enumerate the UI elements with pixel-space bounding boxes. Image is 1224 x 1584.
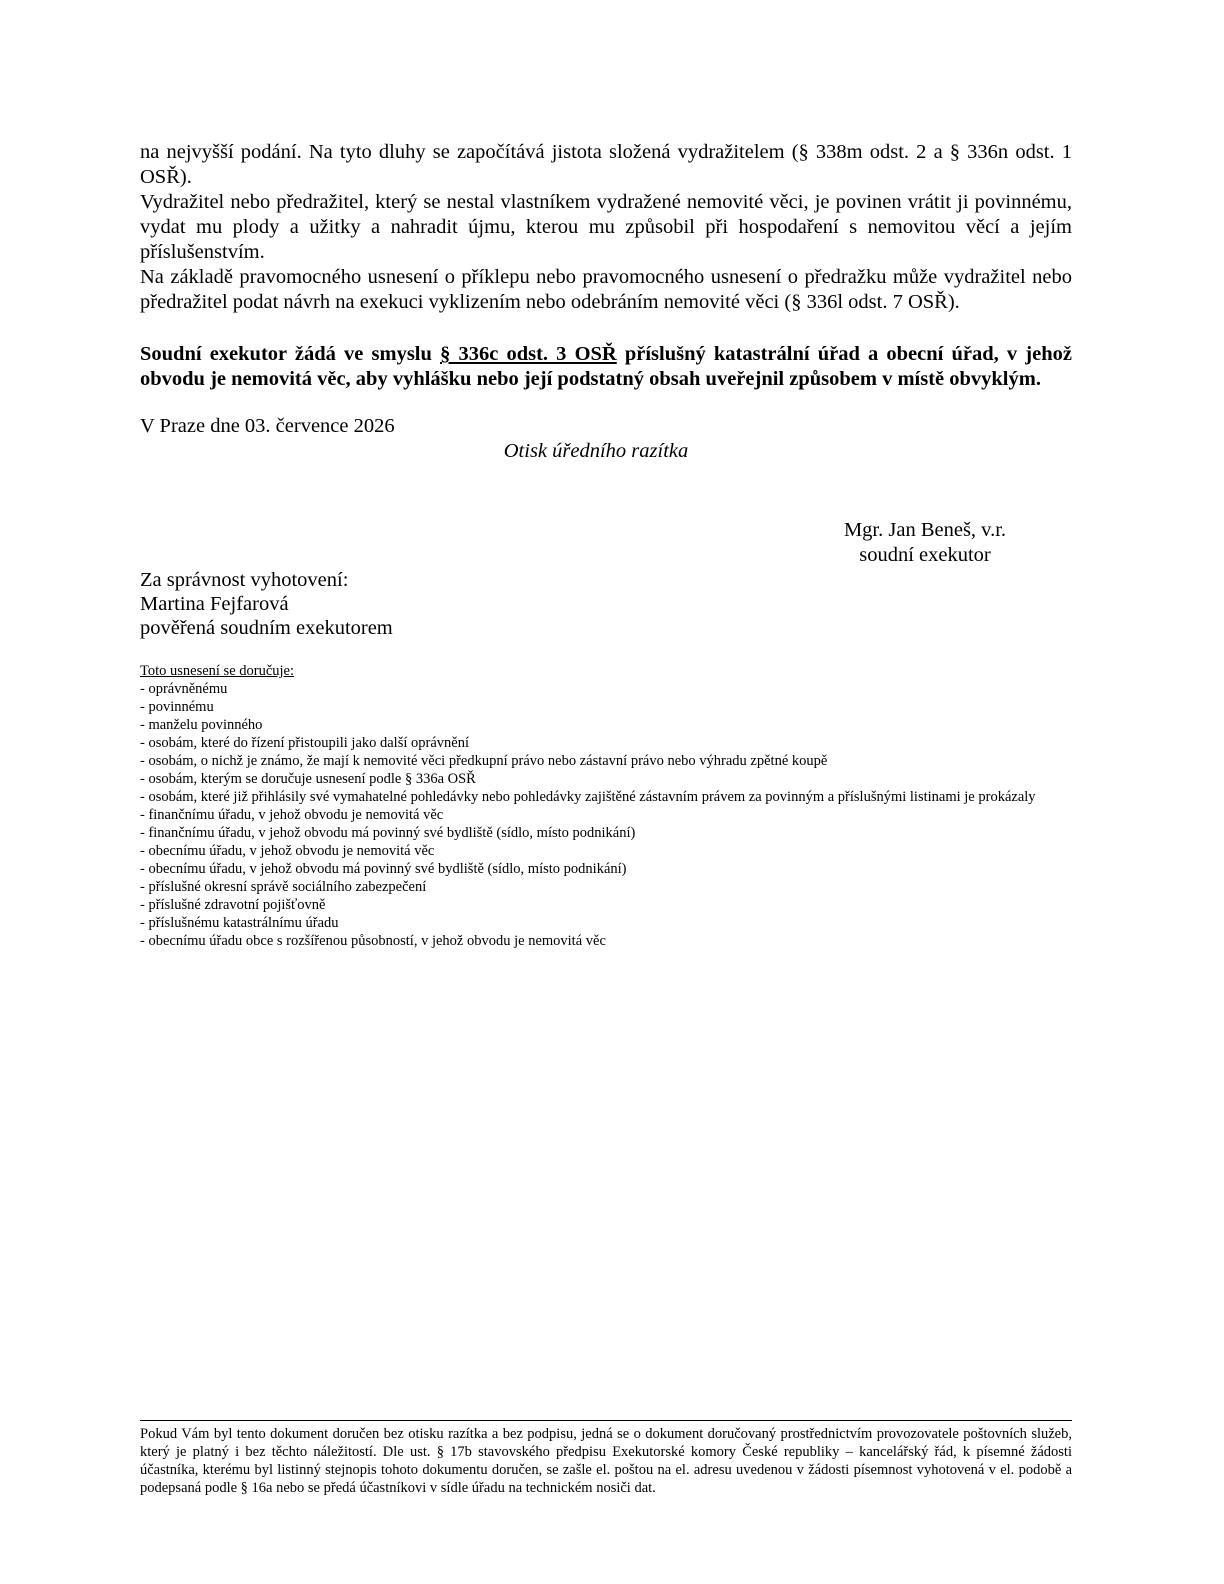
delivery-item: - osobám, kterým se doručuje usnesení podle § 336a OSŘ: [140, 771, 476, 787]
delivery-item: - povinnému: [140, 699, 214, 715]
verification-block: [140, 568, 393, 640]
stamp-label: Otisk úředního razítka: [503, 440, 689, 462]
delivery-item: - osobám, které do řízení přistoupili jako další oprávnění: [140, 735, 469, 751]
delivery-item: - oprávněnému: [140, 681, 228, 697]
footer-note: Pokud Vám byl tento dokument doručen bez otisku razítka a bez podpisu, jedná se o dokument doručovaný prostřednictvím provozovatele poštovních služeb, který je platný i bez těchto náležitostí. Dle ust. § 17b stavovského předpisu Exekutorské komory České republiky – kancelářský řád, k písemné žádosti účastníka, kterému byl listinný stejnopis tohoto dokumentu doručen, se zašle el. poštou na el. adresu uvedenou v žádosti písemnost vyhotovená v el. podobě a podepsaná podle § 16a nebo se předá účastníkovi v sídle úřadu na technickém nosiči dat.: [140, 1420, 1072, 1497]
delivery-heading: Toto usnesení se doručuje:: [140, 663, 295, 679]
body-paragraph-2: Vydražitel nebo předražitel, který se nestal vlastníkem vydražené nemovité věci, je povinen vrátit ji povinnému, vydat mu plody a užitky a nahradit újmu, kterou mu způsobil při hospodaření s nemovitou věcí a jejím příslušenstvím.: [140, 191, 1072, 263]
delivery-item: - příslušné okresní správě sociálního zabezpečení: [140, 879, 427, 895]
verification-role: pověřená soudním exekutorem: [140, 617, 393, 639]
signature-name: Mgr. Jan Beneš, v.r.: [843, 519, 1007, 541]
delivery-item: - osobám, o nichž je známo, že mají k nemovité věci předkupní právo nebo zástavní právo nebo výhradu zpětné koupě: [140, 753, 828, 769]
delivery-item: - obecnímu úřadu, v jehož obvodu je nemovitá věc: [140, 843, 435, 859]
signature-role: soudní exekutor: [859, 544, 991, 566]
date-line: V Praze dne 03. července 2026: [140, 415, 395, 437]
document-page: [140, 140, 1072, 949]
delivery-list: [140, 662, 1072, 950]
delivery-item: - manželu povinného: [140, 717, 263, 733]
delivery-item: - osobám, které již přihlásily své vymahatelné pohledávky nebo pohledávky zajištěné zástavním právem za povinným a příslušnými listinami je prokázaly: [140, 789, 1036, 805]
legal-reference: § 336c odst. 3 OSŘ: [440, 343, 617, 365]
body-paragraph-1: na nejvyšší podání. Na tyto dluhy se započítává jistota složená vydražitelem (§ 338m odst. 2 a § 336n odst. 1 OSŘ).: [140, 141, 1072, 188]
delivery-item: - obecnímu úřadu obce s rozšířenou působností, v jehož obvodu je nemovitá věc: [140, 933, 606, 949]
request-text-end: příslušný katastrální úřad a obecní úřad, v jehož obvodu je nemovitá věc, aby vyhlášku nebo její podstatný obsah uveřejnil způsobem v místě obvyklým.: [140, 343, 1072, 390]
body-paragraph-3: Na základě pravomocného usnesení o příklepu nebo pravomocného usnesení o předražku může vydražitel nebo předražitel podat návrh na exekuci vyklizením nebo odebráním nemovité věci (§ 336l odst. 7 OSŘ).: [140, 266, 1072, 313]
cadastral-request-paragraph: [140, 342, 1072, 392]
delivery-item: - příslušnému katastrálnímu úřadu: [140, 915, 339, 931]
delivery-item: - příslušné zdravotní pojišťovně: [140, 897, 326, 913]
request-text-start: Soudní exekutor žádá ve smyslu: [140, 343, 441, 365]
delivery-item: - finančnímu úřadu, v jehož obvodu je nemovitá věc: [140, 807, 444, 823]
verification-name: Martina Fejfarová: [140, 593, 289, 615]
verification-label: Za správnost vyhotovení:: [140, 569, 349, 591]
signature-block: [820, 518, 1030, 568]
delivery-item: - finančnímu úřadu, v jehož obvodu má povinný své bydliště (sídlo, místo podnikání): [140, 825, 636, 841]
delivery-item: - obecnímu úřadu, v jehož obvodu má povinný své bydliště (sídlo, místo podnikání): [140, 861, 627, 877]
